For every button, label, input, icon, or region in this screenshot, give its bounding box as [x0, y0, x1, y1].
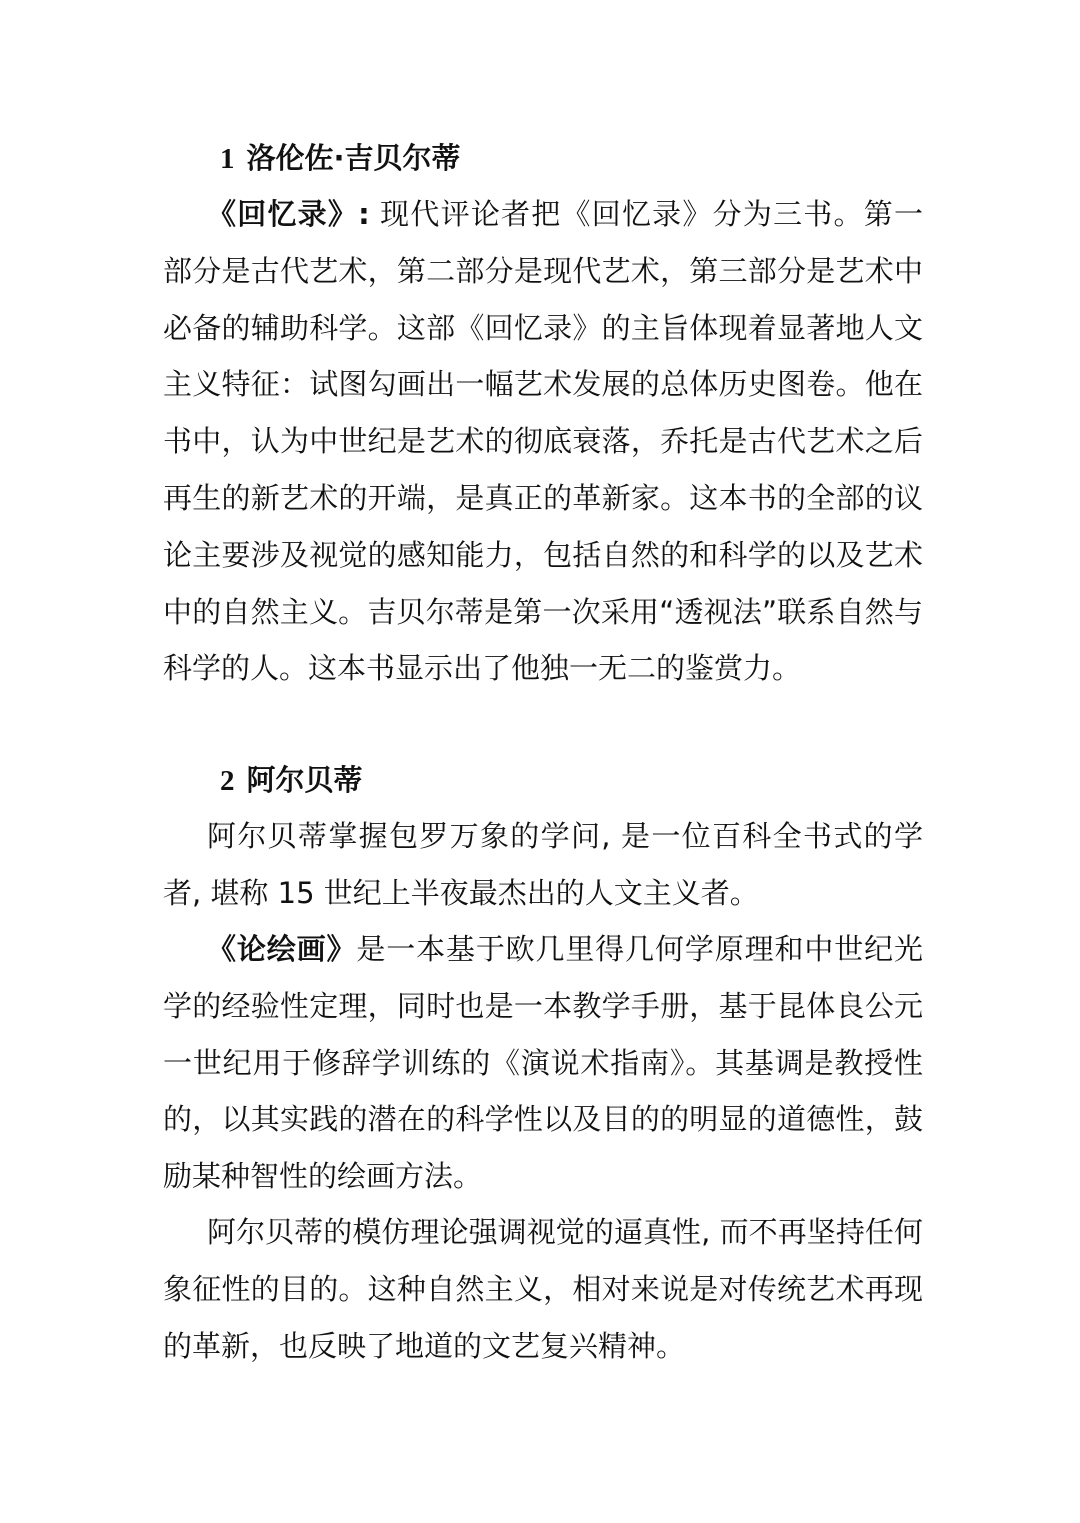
paragraph-text: 阿尔贝蒂的模仿理论强调视觉的逼真性, 而不再坚持任何象征性的目的。这种自然主义，相对来说是对传统艺术再现的革新，也反映了地道的文艺复兴精神。 [163, 1215, 923, 1363]
section-title: 洛伦佐·吉贝尔蒂 [246, 141, 461, 175]
paragraph-alberti-intro [163, 808, 923, 922]
book-title-on-painting: 《论绘画》 [207, 932, 357, 966]
paragraph-text: 阿尔贝蒂掌握包罗万象的学问, 是一位百科全书式的学者, 堪称 15 世纪上半夜最杰出的人文主义者。 [163, 819, 923, 910]
paragraph-text: 是一本基于欧几里得几何学原理和中世纪光学的经验性定理，同时也是一本教学手册，基于昆体良公元一世纪用于修辞学训练的《演说术指南》。其基调是教授性的，以其实践的潜在的科学性以及目的的明显的道德性，鼓励某种智性的绘画方法。 [163, 932, 923, 1194]
section-title: 阿尔贝蒂 [246, 763, 363, 797]
book-title-memoirs: 《回忆录》: [207, 197, 370, 231]
section-number: 2 [220, 765, 235, 797]
paragraph-imitation-theory [163, 1204, 923, 1374]
section-number: 1 [220, 143, 235, 175]
section-heading-ghiberti [220, 138, 461, 179]
paragraph-on-painting [163, 921, 923, 1205]
section-heading-alberti [220, 760, 363, 801]
paragraph-text: 现代评论者把《回忆录》分为三书。第一部分是古代艺术，第二部分是现代艺术，第三部分是艺术中必备的辅助科学。这部《回忆录》的主旨体现着显著地人文主义特征：试图勾画出一幅艺术发展的总体历史图卷。他在书中，认为中世纪是艺术的彻底衰落，乔托是古代艺术之后再生的新艺术的开端，是真正的革新家。这本书的全部的议论主要涉及视觉的感知能力，包括自然的和科学的以及艺术中的自然主义。吉贝尔蒂是第一次采用“透视法”联系自然与科学的人。这本书显示出了他独一无二的鉴赏力。 [163, 197, 923, 686]
paragraph-memoirs [163, 186, 923, 697]
